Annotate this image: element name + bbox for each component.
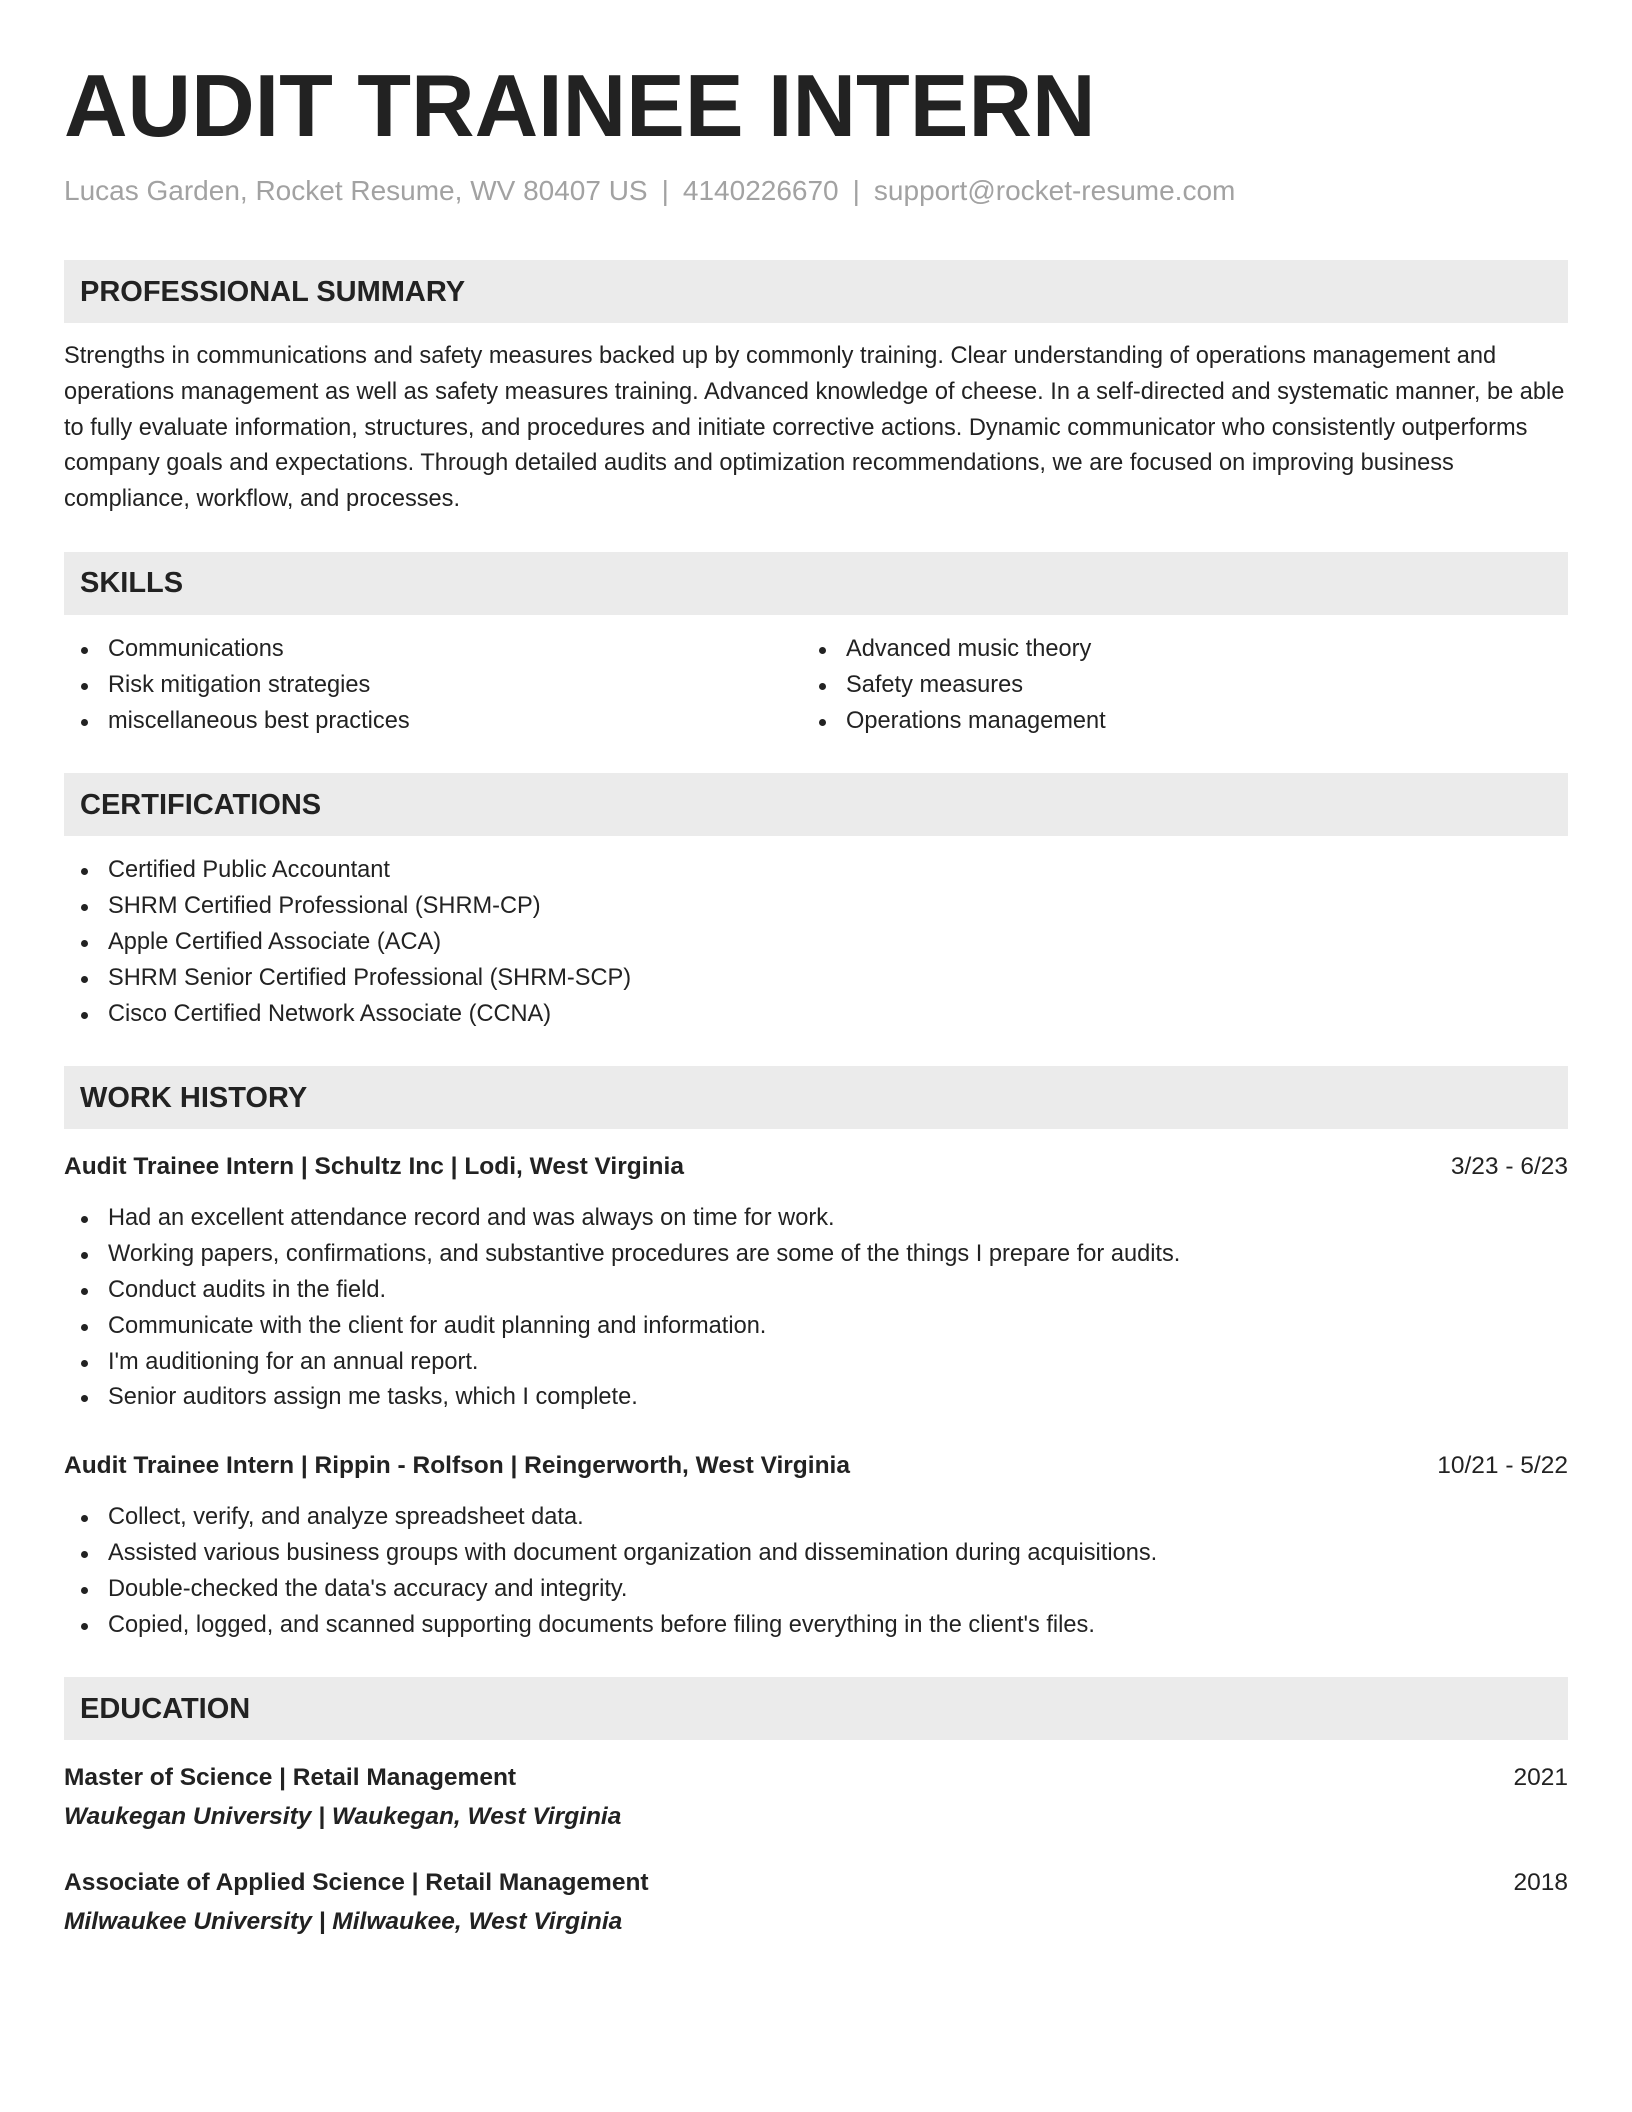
education-year: 2018 (1513, 1869, 1568, 1897)
skills-heading: SKILLS (64, 552, 1568, 615)
job-title: Audit Trainee Intern | Schultz Inc | Lodi, West Virginia (64, 1153, 684, 1181)
job-bullets (64, 1500, 1568, 1643)
skills-list (64, 632, 1568, 739)
job-dates: 10/21 - 5/22 (1437, 1452, 1568, 1480)
job-bullet: Collect, verify, and analyze spreadsheet data. (64, 1500, 1568, 1536)
job-bullet: Assisted various business groups with document organization and dissemination during acquisitions. (64, 1536, 1568, 1572)
education-entry (64, 1865, 1568, 1940)
education-school: Waukegan University | Waukegan, West Virginia (64, 1803, 622, 1831)
skill-item: Safety measures (802, 668, 1540, 704)
education-school: Milwaukee University | Milwaukee, West Virginia (64, 1908, 623, 1936)
job-title: Audit Trainee Intern | Rippin - Rolfson | Reingerworth, West Virginia (64, 1452, 850, 1480)
contact-email: support@rocket-resume.com (873, 175, 1236, 206)
education-degree: Associate of Applied Science | Retail Management (64, 1869, 649, 1897)
candidate-name: AUDIT TRAINEE INTERN (64, 56, 1096, 155)
contact-address: Lucas Garden, Rocket Resume, WV 80407 US (64, 175, 648, 206)
contact-phone: 4140226670 (682, 175, 839, 206)
education-entry (64, 1760, 1568, 1835)
work-history-heading: WORK HISTORY (64, 1066, 1568, 1129)
job-bullet: Communicate with the client for audit planning and information. (64, 1309, 1568, 1345)
certification-item: Apple Certified Associate (ACA) (64, 925, 1568, 961)
job-bullet: Conduct audits in the field. (64, 1273, 1568, 1309)
job-header (64, 1149, 1568, 1185)
education-header (64, 1760, 1568, 1796)
skill-item: miscellaneous best practices (64, 704, 802, 740)
education-degree: Master of Science | Retail Management (64, 1764, 517, 1792)
skill-item: Advanced music theory (802, 632, 1540, 668)
job-header (64, 1448, 1568, 1484)
job-bullet: Copied, logged, and scanned supporting documents before filing everything in the client's files. (64, 1608, 1568, 1644)
contact-separator: | (852, 175, 860, 206)
job-bullets (64, 1201, 1568, 1416)
certification-item: Cisco Certified Network Associate (CCNA) (64, 997, 1568, 1033)
job-bullet: Working papers, confirmations, and substantive procedures are some of the things I prepare for audits. (64, 1237, 1568, 1273)
job-bullet: Double-checked the data's accuracy and integrity. (64, 1572, 1568, 1608)
summary-text: Strengths in communications and safety measures backed up by commonly training. Clear understanding of operations management and operations management as well as safety measures training. Advanced knowledge of cheese. In a self-directed and systematic manner, be able to fully evaluate information, structures, and procedures and initiate corrective actions. Dynamic communicator who consistently outperforms company goals and expectations. Through detailed audits and optimization recommendations, we are focused on improving business compliance, workflow, and processes. (64, 343, 1565, 513)
certifications-list (64, 853, 1568, 1032)
skill-item: Operations management (802, 704, 1540, 740)
job-bullet: Had an excellent attendance record and was always on time for work. (64, 1201, 1568, 1237)
skills-column-left (64, 632, 802, 739)
contact-separator: | (661, 175, 669, 206)
job-entry (64, 1448, 1568, 1643)
job-dates: 3/23 - 6/23 (1450, 1153, 1568, 1181)
job-bullet: Senior auditors assign me tasks, which I complete. (64, 1380, 1568, 1416)
certifications-heading: CERTIFICATIONS (64, 773, 1568, 836)
education-header (64, 1865, 1568, 1901)
job-entry (64, 1149, 1568, 1416)
contact-line (64, 174, 1568, 208)
certification-item: SHRM Certified Professional (SHRM-CP) (64, 889, 1568, 925)
skills-column-right (802, 632, 1540, 739)
certification-item: Certified Public Accountant (64, 853, 1568, 889)
education-heading: EDUCATION (64, 1677, 1568, 1740)
job-bullet: I'm auditioning for an annual report. (64, 1345, 1568, 1381)
summary-heading: PROFESSIONAL SUMMARY (64, 260, 1568, 323)
education-year: 2021 (1513, 1764, 1568, 1792)
certification-item: SHRM Senior Certified Professional (SHRM-SCP) (64, 961, 1568, 997)
skill-item: Risk mitigation strategies (64, 668, 802, 704)
skill-item: Communications (64, 632, 802, 668)
